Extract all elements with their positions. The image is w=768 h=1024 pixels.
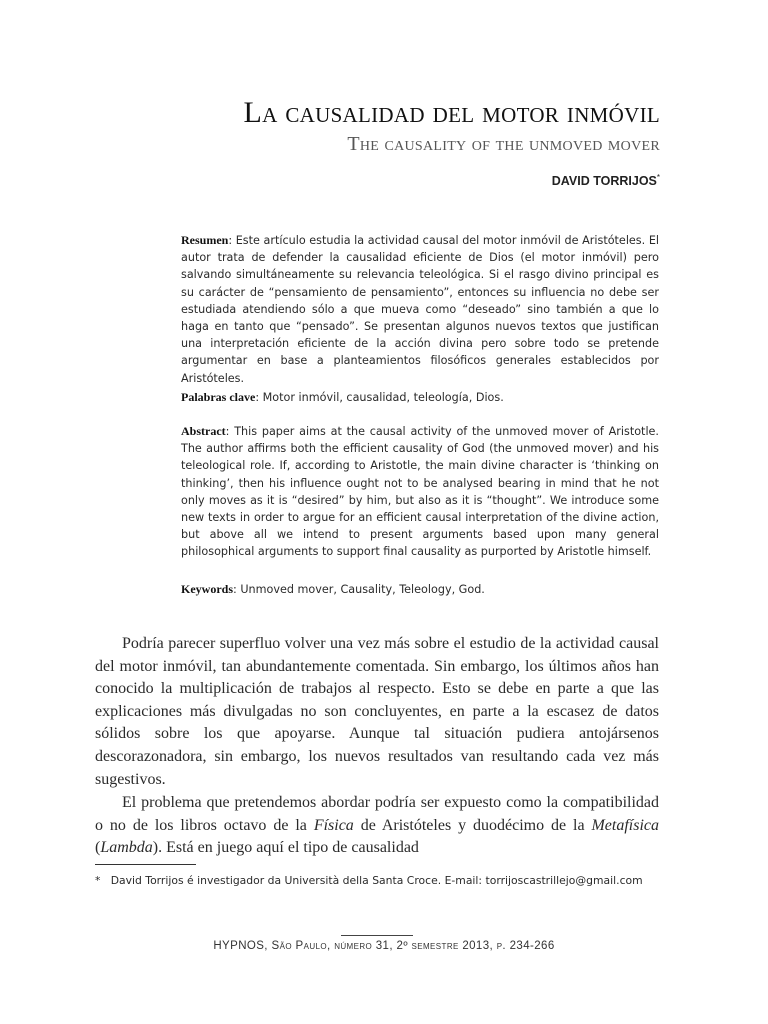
palabras-clave-block (181, 389, 659, 406)
footnote-divider (95, 864, 196, 865)
p2-fisica: Física (313, 816, 354, 834)
keywords-block (181, 581, 659, 598)
p2-lambda: Lambda (100, 839, 153, 857)
p2-text-d: ). Está en juego aquí el tipo de causalidad (152, 839, 419, 857)
p2-text-c: ( (95, 839, 101, 857)
p2-text-a: El problema que pretendemos abordar podría ser expuesto como la compatibilidad o no de los libros octavo de la (95, 794, 659, 834)
palabras-clave-text: : Motor inmóvil, causalidad, teleología, Dios. (255, 391, 504, 404)
abstract-block (181, 423, 659, 561)
article-title: La causalidad del motor inmóvil (243, 96, 660, 129)
page-footer (0, 940, 768, 952)
resumen-block (181, 232, 659, 387)
p2-metafisica: Metafísica (591, 816, 660, 834)
author-name (552, 173, 660, 188)
footer-issue: número 31, 2º semestre 2013, p. 234-266 (334, 940, 555, 952)
resumen-text: : Este artículo estudia la actividad causal del motor inmóvil de Aristóteles. El autor trata de defender la causalidad eficiente de Dios (el motor inmóvil) pero salvando simultáneamente su relevancia teleológica. Si el rasgo divino principal es su carácter de “pensamiento de pensamiento”, entonces su influencia no debe ser estudiada atendiendo sólo a que mueva como “deseado” sino también a que lo haga en tanto que “pensado”. Se presentan algunos nuevos textos que justifican una interpretación eficiente de la acción divina pero sobre todo se pretende argumentar en base a planteamientos filosóficos generales establecidos por Aristóteles. (181, 234, 659, 385)
footer-divider (341, 935, 413, 936)
abstract-text: : This paper aims at the causal activity of the unmoved mover of Aristotle. The author affirms both the efficient causality of God (the unmoved mover) and his teleological role. If, according to Aristotle, the main divine character is ‘thinking on thinking’, then his influence ought not to be analysed bearing in mind that he not only moves as it is “desired” by him, but also as it is “thought”. We introduce some new texts in order to argue for an efficient causal interpretation of the divine action, but above all we intend to present arguments based upon many general philosophical arguments to support final causality as purported by Aristotle himself. (181, 425, 659, 559)
resumen-label: Resumen (181, 233, 229, 247)
author-text: DAVID TORRIJOS (551, 174, 657, 189)
article-subtitle: The causality of the unmoved mover (347, 133, 660, 155)
footnote (95, 872, 659, 889)
body-paragraph-2 (95, 792, 659, 860)
keywords-label: Keywords (181, 582, 233, 596)
footer-city: São Paulo, (271, 940, 331, 952)
keywords-text: : Unmoved mover, Causality, Teleology, God. (233, 583, 485, 596)
footer-journal: HYPNOS, (213, 940, 268, 952)
body-paragraph-1: Podría parecer superfluo volver una vez más sobre el estudio de la actividad causal del motor inmóvil, tan abundantemente comentada. Sin embargo, los últimos años han conocido la multiplicación de trabajos al respecto. Esto se debe en parte a que las explicaciones más divulgadas no son concluyentes, en parte a la escasez de datos sólidos sobre los que apoyarse. Aunque tal situación pudiera antojársenos descorazonadora, sin embargo, los nuevos resultados van resultando cada vez más sugestivos. (95, 635, 659, 788)
author-footnote-mark: * (656, 173, 660, 182)
p2-text-b: de Aristóteles y duodécimo de la (353, 816, 592, 834)
footnote-mark: * (95, 874, 101, 887)
abstract-label: Abstract (181, 424, 226, 438)
palabras-clave-label: Palabras clave (181, 390, 256, 404)
footnote-text: David Torrijos é investigador da Università della Santa Croce. E-mail: torrijoscastrillejo@gmail.com (110, 874, 643, 887)
